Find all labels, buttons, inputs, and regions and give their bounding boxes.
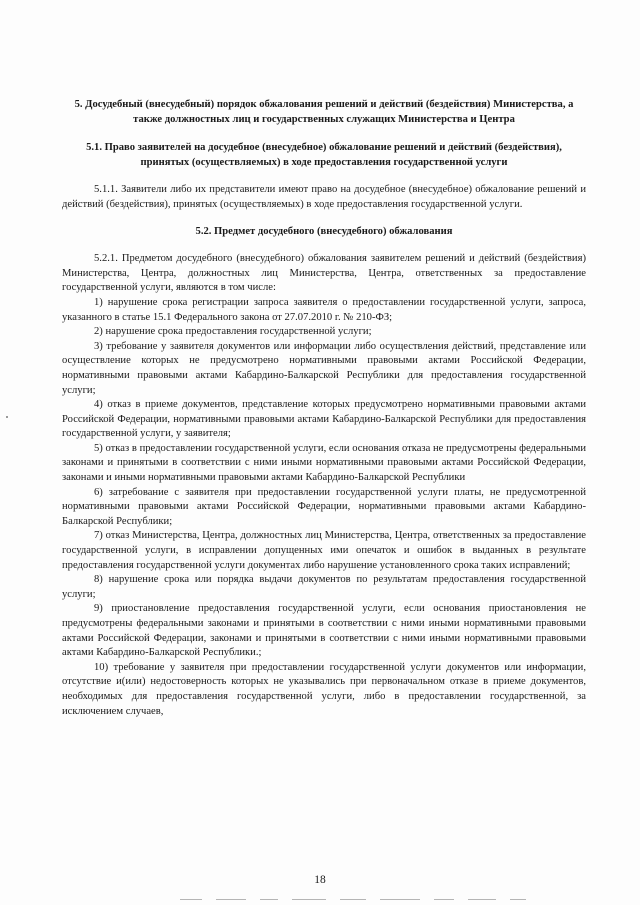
list-item: 9) приостановление предоставления государственной услуги, если основания приостановления не предусмотрены федеральными законами и принятыми в соответствии с ними иными нормативными правовыми актами Российской Федерации, законами и принятыми в соответствии с ними иными нормативными правовыми актами Кабардино-Балкарской Республики.; bbox=[62, 603, 586, 659]
list-item: 3) требование у заявителя документов или информации либо осуществления действий, представление или осуществление которых не предусмотрено нормативными правовыми актами Российской Федерации, нормативными правовыми актами Кабардино-Балкарской Республики для предоставления государственной услуги; bbox=[62, 340, 586, 396]
list-item: 5) отказ в предоставлении государственной услуги, если основания отказа не предусмотрены федеральными законами и принятыми в соответствии с ними иными нормативными правовыми актами Российской Федерации, законами и иными нормативными правовыми актами Кабардино-Балкарской Республики bbox=[62, 442, 586, 484]
subsection-title-5-1: 5.1. Право заявителей на досудебное (внесудебное) обжалование решений и действий (бездействия), принятых (осуществляемых) в ходе предоставления государственной услуги bbox=[86, 142, 562, 168]
list-item: 8) нарушение срока или порядка выдачи документов по результатам предоставления государственной услуги; bbox=[62, 574, 586, 600]
scan-speck bbox=[6, 416, 8, 418]
list-item: 6) затребование с заявителя при предоставлении государственной услуги платы, не предусмотренной нормативными правовыми актами Российской Федерации, нормативными правовыми актами Кабардино-Балкарской Республики; bbox=[62, 486, 586, 527]
subsection-title-5-2: 5.2. Предмет досудебного (внесудебного) обжалования bbox=[195, 225, 453, 237]
list-item: 10) требование у заявителя при предоставлении государственной услуги документов или информации, отсутствие и(или) недостоверность которых не указывались при первоначальном отказе в приеме документов, необходимых для предоставления государственной услуги, либо в предоставлении государственной, за исключением случаев, bbox=[62, 661, 586, 717]
list-item: 2) нарушение срока предоставления государственной услуги; bbox=[94, 326, 372, 338]
list-item: 1) нарушение срока регистрации запроса заявителя о предоставлении государственной услуги, запроса, указанного в статье 15.1 Федерального закона от 27.07.2010 г. № 210-ФЗ; bbox=[62, 296, 586, 323]
document-body bbox=[62, 98, 586, 719]
section-title: 5. Досудебный (внесудебный) порядок обжалования решений и действий (бездействия) Министерства, а также должностных лиц и государственных служащих Министерства и Центра bbox=[74, 99, 574, 125]
footer-scan-artifact bbox=[180, 899, 600, 902]
page-number: 18 bbox=[314, 874, 326, 886]
list-item: 7) отказ Министерства, Центра, должностных лиц Министерства, Центра, ответственных за предоставление государственной услуги, в исправлении допущенных ими опечаток и ошибок в выданных в результате предоставления государственной услуги документах либо нарушение установленного срока таких исправлений; bbox=[62, 530, 586, 571]
paragraph-5-2-1: 5.2.1. Предметом досудебного (внесудебного) обжалования заявителем решений и действий (бездействия) Министерства, Центра, должностных лиц Министерства, Центра, ответственных за предоставление государственной услуги, являются в том числе: bbox=[62, 253, 586, 294]
paragraph-5-1-1: 5.1.1. Заявители либо их представители имеют право на досудебное (внесудебное) обжалование решений и действий (бездействия), принятых (осуществляемых) в ходе предоставления государственной услуги. bbox=[62, 184, 586, 210]
list-item: 4) отказ в приеме документов, представление которых предусмотрено нормативными правовыми актами Российской Федерации, нормативными правовыми актами Кабардино-Балкарской Республики для предоставления государственной услуги, у заявителя; bbox=[62, 399, 586, 440]
